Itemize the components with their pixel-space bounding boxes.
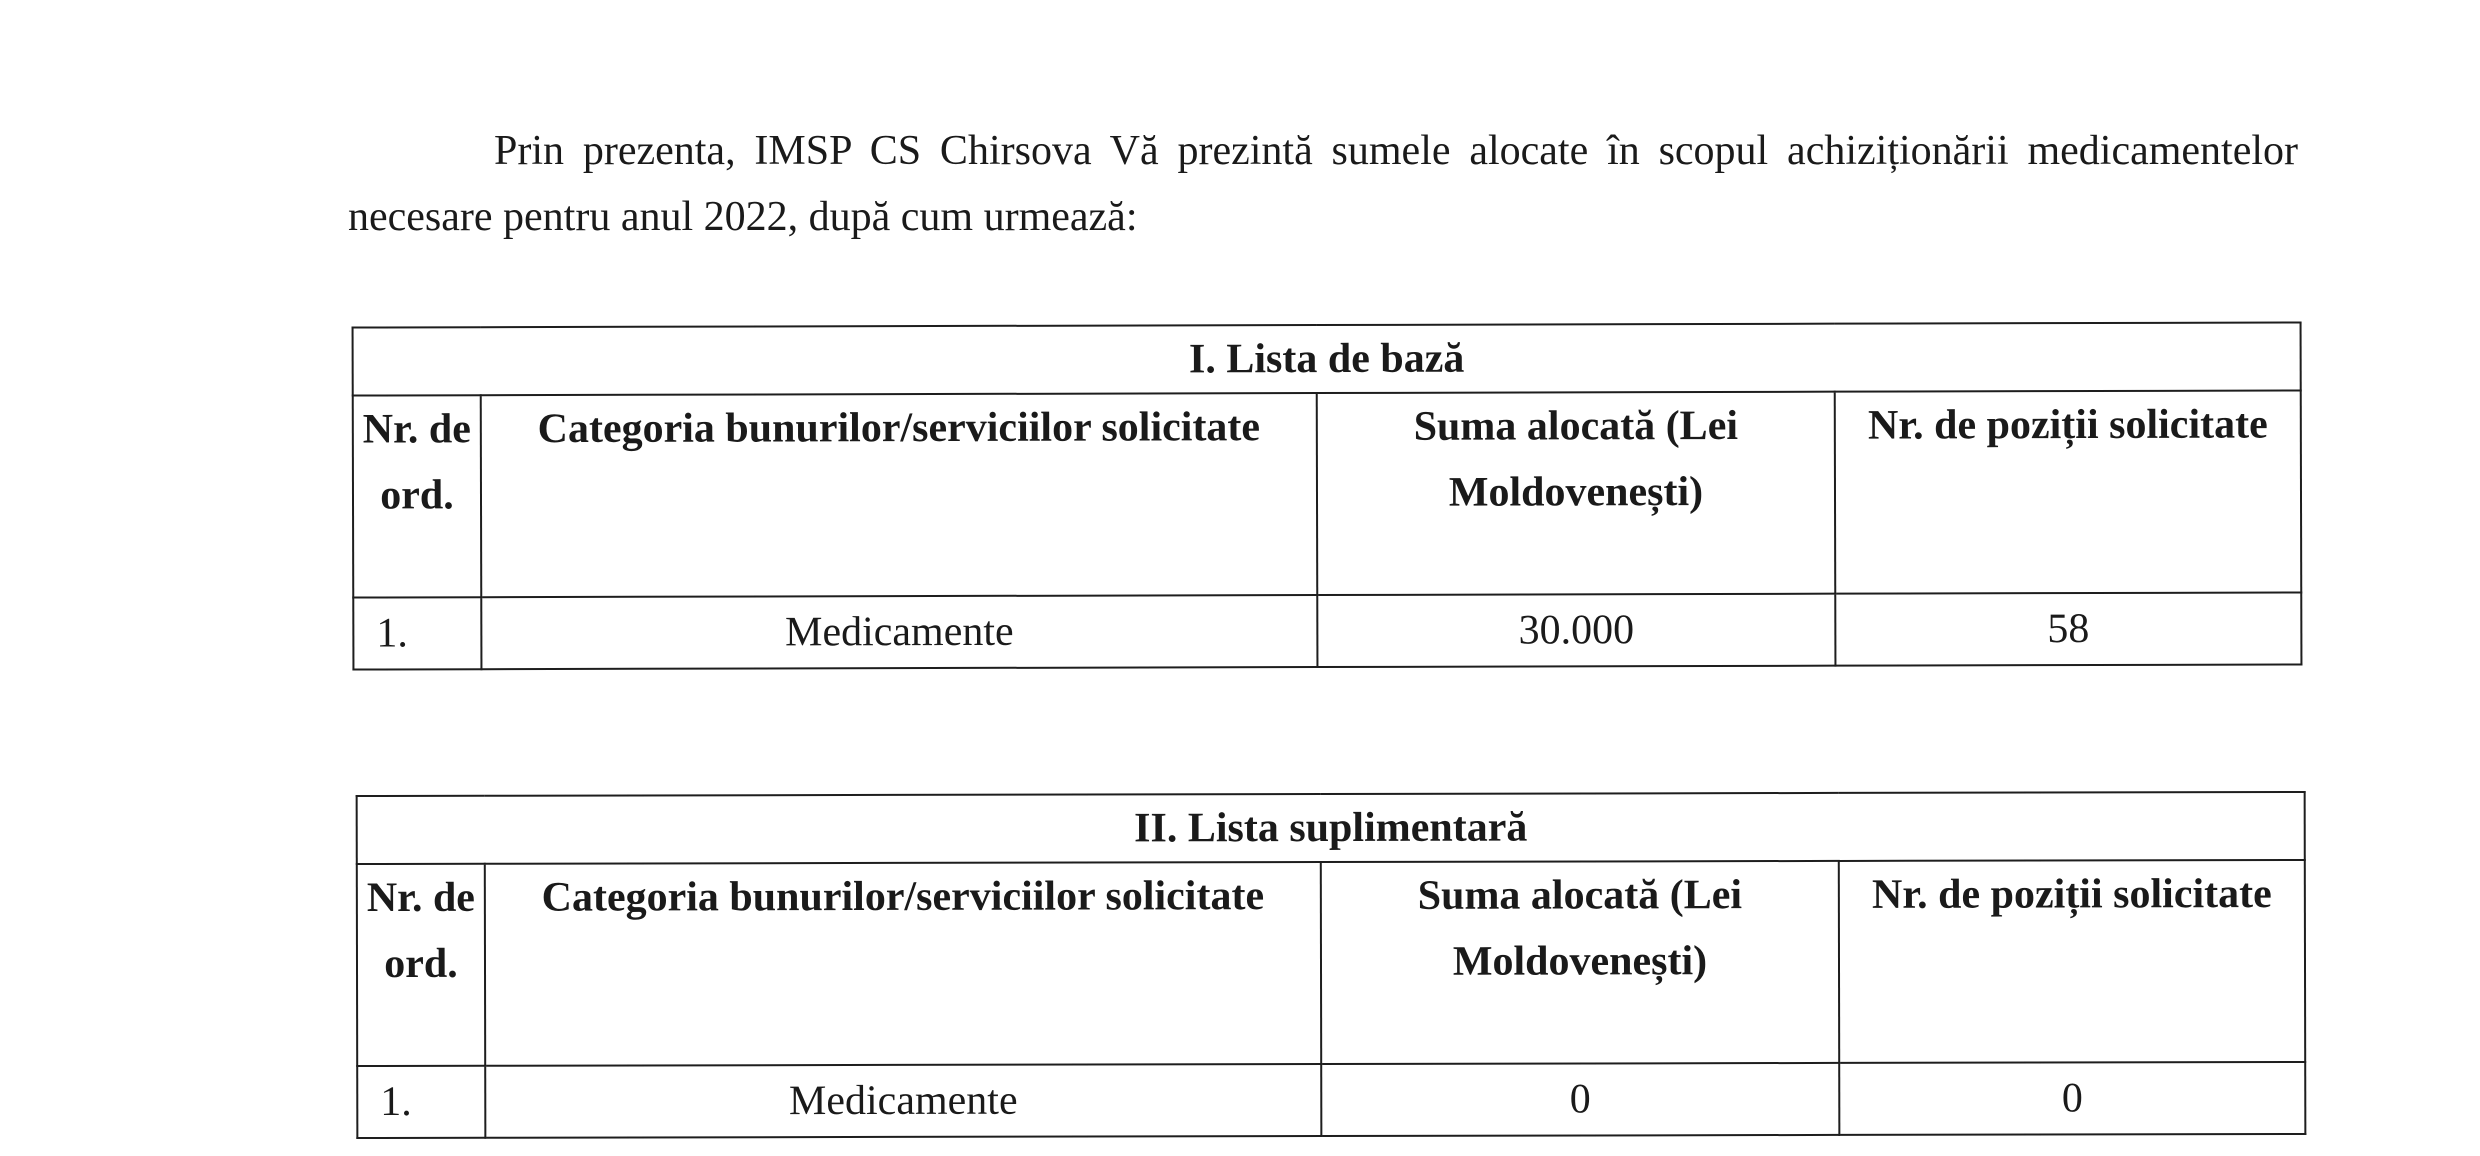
cell-positions: 0: [1839, 1062, 2305, 1135]
table-row: [357, 1062, 2305, 1138]
header-nr-ord: Nr. de ord.: [357, 864, 485, 1066]
header-amount: Suma alocată (Lei Moldovenești): [1317, 392, 1836, 595]
cell-category: Medicamente: [481, 595, 1317, 669]
cell-nr: 1.: [353, 597, 481, 669]
table-row: [353, 592, 2301, 669]
header-category: Categoria bunurilor/serviciilor solicitate: [485, 862, 1321, 1066]
header-positions: Nr. de poziții solicitate: [1835, 390, 2302, 593]
cell-amount: 30.000: [1317, 594, 1835, 667]
cell-nr: 1.: [357, 1066, 485, 1138]
header-nr-ord: Nr. de ord.: [353, 395, 482, 597]
cell-positions: 58: [1835, 592, 2301, 665]
table-title: I. Lista de bază: [353, 322, 2301, 395]
cell-category: Medicamente: [485, 1064, 1321, 1138]
cell-amount: 0: [1321, 1063, 1839, 1136]
header-category: Categoria bunurilor/serviciilor solicitate: [481, 393, 1318, 597]
intro-paragraph: [348, 118, 2298, 250]
table-lista-suplimentara: [356, 791, 2307, 1139]
intro-text: Prin prezenta, IMSP CS Chirsova Vă prezintă sumele alocate în scopul achiziționării medicamentelor necesare pentru anul 2022, după cum urmează:: [348, 128, 2298, 240]
header-amount: Suma alocată (Lei Moldovenești): [1321, 861, 1839, 1064]
table-title: II. Lista suplimentară: [357, 792, 2305, 864]
table-lista-de-baza: [352, 321, 2303, 670]
header-positions: Nr. de poziții solicitate: [1839, 860, 2305, 1063]
